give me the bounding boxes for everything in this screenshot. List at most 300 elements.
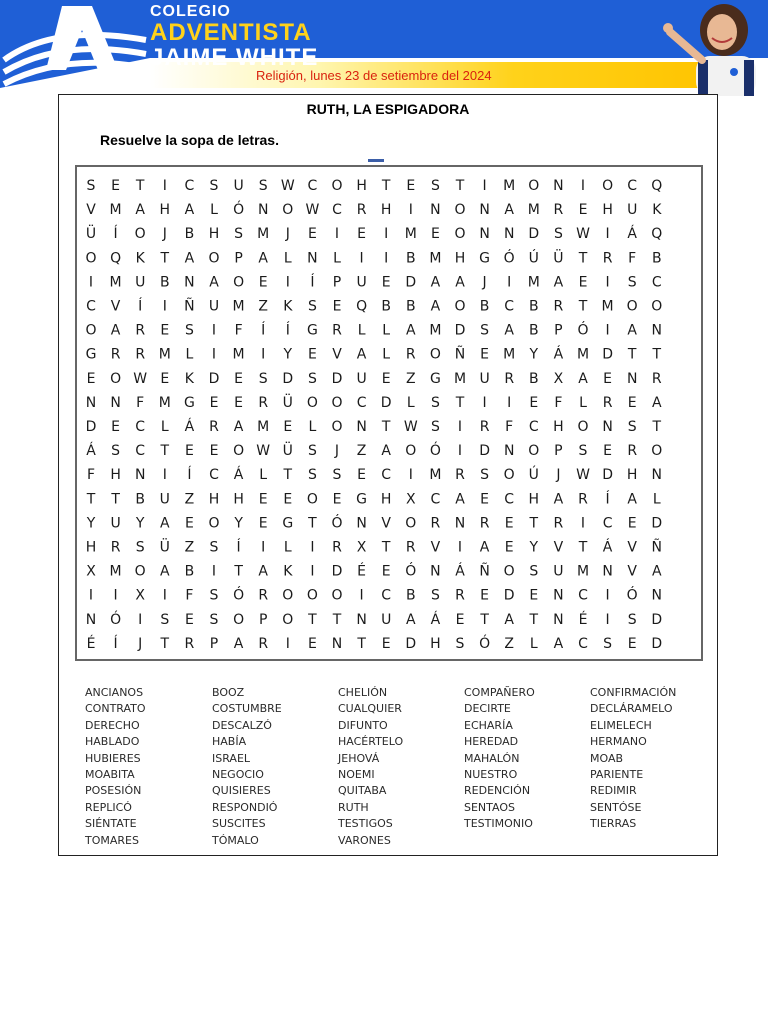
grid-letter: Y: [529, 346, 539, 363]
grid-letter: C: [430, 491, 441, 508]
grid-letter: N: [110, 394, 121, 411]
word-list-item: POSESIÓN: [85, 784, 142, 798]
word-list-item: MOAB: [590, 751, 624, 765]
grid-letter: S: [209, 539, 219, 556]
grid-letter: R: [258, 587, 269, 604]
grid-letter: Í: [310, 274, 315, 291]
grid-letter: I: [310, 539, 315, 556]
grid-letter: Q: [110, 250, 122, 267]
word-list-item: SENTAOS: [464, 800, 515, 814]
grid-letter: A: [504, 202, 514, 219]
grid-letter: R: [578, 491, 588, 508]
grid-letter: E: [381, 635, 391, 652]
grid-letter: N: [134, 467, 146, 484]
grid-letter: A: [627, 322, 637, 339]
word-list-item: TOMARES: [85, 833, 139, 847]
grid-letter: Ó: [233, 202, 245, 219]
grid-letter: I: [162, 587, 167, 604]
grid-letter: E: [381, 370, 391, 387]
word-list-column-5: [590, 685, 676, 833]
word-list-item: HACÉRTELO: [338, 735, 404, 749]
grid-letter: B: [405, 250, 416, 267]
grid-letter: B: [528, 298, 539, 315]
grid-letter: M: [109, 202, 122, 219]
grid-letter: T: [455, 178, 465, 194]
grid-letter: C: [307, 178, 318, 194]
grid-letter: S: [480, 467, 490, 484]
grid-letter: S: [430, 394, 440, 411]
grid-letter: T: [455, 394, 465, 411]
grid-letter: U: [479, 370, 490, 387]
grid-letter: N: [626, 370, 638, 387]
grid-letter: L: [210, 202, 218, 219]
grid-letter: M: [429, 250, 442, 267]
word-list-item: DECIRTE: [464, 702, 511, 716]
grid-letter: N: [430, 563, 441, 580]
grid-letter: S: [430, 419, 440, 435]
grid-letter: R: [332, 322, 342, 339]
grid-letter: I: [580, 515, 586, 532]
word-list-item: CONTRATO: [85, 702, 146, 716]
school-name-line1: COLEGIO: [150, 3, 231, 20]
grid-letter: E: [258, 274, 268, 291]
grid-letter: M: [429, 322, 442, 339]
grid-letter: L: [308, 419, 317, 435]
grid-letter: E: [381, 274, 391, 291]
word-list-item: HEREDAD: [464, 735, 519, 749]
grid-letter: O: [429, 346, 441, 363]
grid-letter: E: [283, 419, 293, 435]
grid-letter: E: [307, 635, 317, 652]
grid-letter: K: [135, 250, 145, 267]
grid-letter: Á: [430, 611, 441, 628]
grid-letter: I: [162, 467, 167, 484]
grid-letter: Ó: [429, 443, 441, 460]
grid-letter: Q: [356, 298, 368, 315]
grid-letter: M: [429, 467, 442, 484]
grid-letter: T: [234, 563, 243, 580]
grid-letter: E: [529, 587, 539, 604]
grid-letter: Z: [406, 370, 416, 387]
word-list-item: ISRAEL: [212, 751, 251, 765]
grid-letter: L: [382, 346, 391, 363]
grid-letter: O: [405, 515, 417, 532]
grid-letter: N: [602, 563, 613, 580]
grid-letter: V: [110, 298, 121, 315]
grid-letter: L: [185, 346, 194, 363]
grid-letter: E: [332, 298, 342, 315]
grid-letter: E: [578, 274, 588, 291]
grid-letter: A: [160, 515, 170, 532]
grid-letter: I: [482, 178, 487, 194]
grid-letter: S: [455, 635, 465, 652]
word-list-item: TESTIGOS: [338, 817, 393, 831]
grid-letter: W: [305, 202, 320, 219]
grid-letter: E: [86, 370, 96, 387]
grid-letter: K: [184, 370, 194, 387]
grid-letter: Á: [184, 419, 195, 435]
grid-letter: Á: [602, 539, 613, 556]
grid-letter: D: [405, 635, 417, 652]
grid-letter: D: [208, 370, 220, 387]
grid-letter: A: [504, 611, 514, 628]
grid-letter: T: [86, 491, 96, 508]
grid-letter: E: [234, 394, 244, 411]
grid-letter: Ü: [553, 250, 564, 267]
grid-letter: C: [209, 467, 219, 484]
grid-letter: I: [88, 274, 94, 291]
grid-letter: X: [406, 491, 416, 508]
grid-letter: G: [429, 370, 441, 387]
grid-letter: I: [261, 539, 266, 556]
grid-letter: H: [208, 226, 220, 243]
grid-letter: B: [479, 298, 490, 315]
word-list-item: TÓMALO: [212, 833, 259, 847]
grid-letter: A: [627, 491, 637, 508]
grid-letter: Z: [258, 298, 268, 315]
grid-letter: O: [134, 226, 146, 243]
grid-letter: Ñ: [184, 298, 195, 315]
grid-letter: N: [430, 202, 441, 219]
grid-letter: S: [258, 178, 268, 194]
grid-letter: E: [184, 611, 194, 628]
grid-letter: R: [110, 346, 121, 363]
grid-letter: O: [331, 587, 343, 604]
worksheet-instruction: Resuelve la sopa de letras.: [100, 132, 279, 148]
word-list-item: REDIMIR: [590, 784, 637, 798]
grid-letter: I: [605, 274, 610, 291]
grid-letter: B: [528, 322, 539, 339]
word-list-item: ECHARÍA: [464, 718, 513, 732]
grid-letter: H: [380, 491, 392, 508]
grid-letter: S: [627, 274, 637, 291]
school-name-line2: ADVENTISTA: [150, 19, 312, 46]
grid-letter: Ó: [331, 515, 343, 532]
grid-letter: E: [455, 611, 465, 628]
grid-letter: S: [430, 178, 440, 194]
grid-letter: M: [232, 298, 245, 315]
grid-letter: I: [507, 274, 512, 291]
grid-letter: E: [258, 515, 268, 532]
grid-letter: S: [111, 443, 121, 460]
grid-letter: N: [602, 419, 613, 435]
grid-letter: T: [135, 178, 145, 194]
word-list-column-1: [85, 685, 146, 849]
grid-letter: Y: [234, 515, 243, 532]
grid-letter: N: [454, 515, 466, 532]
grid-letter: I: [113, 587, 118, 604]
grid-letter: L: [259, 467, 268, 484]
grid-letter: Ó: [233, 587, 245, 604]
grid-letter: U: [553, 563, 564, 580]
grid-letter: W: [256, 443, 271, 460]
grid-letter: R: [430, 515, 441, 532]
grid-letter: C: [135, 419, 146, 435]
grid-letter: É: [357, 563, 367, 580]
grid-letter: Z: [504, 635, 514, 652]
grid-letter: R: [504, 370, 515, 387]
grid-letter: C: [528, 419, 539, 435]
grid-letter: T: [357, 635, 366, 652]
grid-letter: H: [85, 539, 97, 556]
grid-letter: Ü: [159, 539, 170, 556]
word-list-item: SENTÓSE: [590, 800, 642, 814]
grid-letter: O: [306, 394, 318, 411]
grid-letter: W: [576, 467, 590, 484]
grid-letter: O: [85, 322, 97, 339]
grid-letter: O: [651, 443, 663, 460]
grid-letter: F: [628, 250, 637, 267]
grid-letter: B: [159, 274, 170, 291]
grid-letter: A: [233, 635, 244, 652]
grid-letter: A: [553, 635, 564, 652]
grid-letter: I: [162, 298, 167, 315]
word-list-item: JEHOVÁ: [338, 751, 380, 765]
grid-letter: S: [529, 563, 539, 580]
grid-letter: Í: [285, 322, 290, 339]
grid-letter: A: [455, 274, 465, 291]
grid-letter: I: [457, 419, 463, 435]
grid-letter: R: [135, 322, 146, 339]
grid-letter: W: [403, 419, 418, 435]
grid-letter: I: [384, 250, 389, 267]
grid-letter: R: [602, 394, 613, 411]
grid-letter: O: [528, 178, 540, 194]
grid-letter: I: [211, 322, 217, 339]
grid-letter: R: [479, 515, 490, 532]
grid-letter: H: [159, 202, 171, 219]
grid-letter: N: [651, 467, 663, 484]
grid-letter: N: [553, 178, 564, 194]
grid-letter: I: [605, 226, 610, 243]
grid-letter: P: [332, 274, 342, 291]
grid-letter: Ó: [479, 635, 491, 652]
word-search-grid-letters: [77, 167, 705, 663]
grid-letter: H: [110, 467, 121, 484]
grid-letter: O: [233, 443, 245, 460]
word-list-column-3: [338, 685, 403, 849]
grid-letter: E: [307, 226, 317, 243]
grid-letter: I: [605, 587, 610, 604]
grid-letter: L: [357, 322, 366, 339]
word-list-item: TIERRAS: [590, 817, 637, 831]
grid-letter: G: [183, 394, 195, 411]
grid-letter: S: [209, 587, 219, 604]
grid-letter: K: [652, 202, 662, 219]
grid-letter: I: [261, 346, 266, 363]
grid-letter: M: [257, 419, 270, 435]
grid-letter: I: [408, 202, 413, 219]
grid-letter: R: [553, 202, 564, 219]
grid-letter: T: [529, 611, 539, 628]
grid-letter: E: [627, 515, 637, 532]
grid-letter: A: [553, 491, 564, 508]
grid-letter: R: [627, 443, 638, 460]
grid-letter: H: [626, 467, 638, 484]
grid-letter: N: [503, 226, 515, 243]
grid-letter: M: [404, 226, 417, 243]
word-list-item: PARIENTE: [590, 767, 644, 781]
grid-letter: I: [605, 611, 610, 628]
grid-letter: L: [579, 394, 587, 411]
grid-letter: Á: [233, 467, 244, 484]
grid-letter: S: [603, 635, 613, 652]
grid-letter: U: [135, 274, 146, 291]
grid-letter: M: [527, 274, 540, 291]
student-mascot-icon: [652, 0, 768, 96]
grid-letter: R: [110, 539, 121, 556]
word-list-column-2: [212, 685, 282, 849]
grid-letter: N: [356, 419, 367, 435]
grid-letter: F: [554, 394, 563, 411]
grid-letter: R: [651, 370, 662, 387]
grid-letter: V: [381, 515, 391, 532]
grid-letter: Í: [113, 226, 118, 243]
grid-letter: T: [578, 298, 588, 315]
grid-letter: U: [159, 491, 170, 508]
word-list-item: HABLADO: [85, 735, 140, 749]
grid-letter: D: [651, 611, 663, 628]
word-list-item: QUITABA: [338, 784, 387, 798]
grid-letter: T: [332, 611, 342, 628]
grid-letter: H: [380, 202, 392, 219]
grid-letter: V: [627, 539, 637, 556]
grid-letter: P: [554, 443, 563, 460]
grid-letter: O: [134, 563, 146, 580]
grid-letter: Q: [651, 178, 663, 194]
grid-letter: A: [258, 250, 268, 267]
grid-letter: Ó: [503, 250, 515, 267]
grid-letter: O: [454, 202, 466, 219]
word-list-item: BOOZ: [212, 686, 245, 699]
grid-letter: G: [306, 322, 318, 339]
grid-letter: I: [211, 563, 217, 580]
grid-letter: I: [359, 250, 364, 267]
word-list-item: COSTUMBRE: [212, 702, 282, 716]
grid-letter: O: [331, 178, 343, 194]
grid-letter: N: [85, 394, 97, 411]
grid-letter: O: [331, 419, 343, 435]
grid-letter: N: [356, 611, 367, 628]
word-list-item: ELIMELECH: [590, 718, 652, 732]
grid-letter: T: [480, 611, 489, 628]
grid-letter: O: [577, 419, 589, 435]
worksheet-frame: [58, 94, 718, 856]
grid-letter: R: [602, 250, 613, 267]
grid-letter: O: [454, 226, 466, 243]
grid-letter: E: [111, 419, 121, 435]
grid-letter: S: [307, 298, 317, 315]
grid-letter: C: [381, 467, 392, 484]
grid-letter: D: [528, 226, 540, 243]
grid-letter: Í: [138, 298, 143, 315]
grid-letter: Ó: [577, 322, 589, 339]
grid-letter: L: [160, 419, 169, 435]
grid-letter: Y: [135, 515, 145, 532]
grid-letter: V: [332, 346, 342, 363]
grid-letter: O: [85, 250, 97, 267]
grid-letter: L: [283, 250, 292, 267]
grid-letter: A: [406, 322, 416, 339]
grid-letter: F: [185, 587, 194, 604]
grid-letter: S: [184, 322, 194, 339]
grid-letter: T: [652, 346, 662, 363]
grid-letter: E: [603, 443, 613, 460]
grid-letter: I: [457, 443, 463, 460]
grid-letter: P: [554, 322, 563, 339]
grid-letter: P: [258, 611, 268, 628]
grid-letter: E: [307, 346, 317, 363]
grid-letter: R: [553, 515, 564, 532]
grid-letter: R: [479, 419, 490, 435]
grid-letter: A: [406, 611, 416, 628]
grid-letter: E: [160, 322, 170, 339]
grid-letter: N: [651, 322, 663, 339]
grid-letter: Á: [455, 563, 465, 580]
grid-letter: R: [184, 635, 195, 652]
grid-letter: W: [576, 226, 590, 243]
grid-letter: G: [479, 250, 491, 267]
grid-letter: E: [357, 467, 367, 484]
grid-letter: I: [457, 539, 463, 556]
grid-letter: G: [85, 346, 97, 363]
grid-letter: D: [85, 419, 97, 435]
word-list-item: SUSCITES: [212, 817, 266, 831]
grid-letter: N: [651, 587, 663, 604]
grid-letter: Í: [187, 467, 192, 484]
grid-letter: O: [626, 298, 638, 315]
grid-letter: R: [209, 419, 219, 435]
grid-letter: O: [208, 250, 220, 267]
grid-letter: R: [405, 539, 416, 556]
grid-letter: Z: [184, 539, 195, 556]
grid-letter: D: [380, 394, 392, 411]
grid-letter: E: [430, 226, 440, 243]
grid-letter: H: [602, 202, 613, 219]
grid-letter: E: [480, 587, 490, 604]
decorative-mark: [368, 159, 384, 162]
grid-letter: Q: [651, 226, 663, 243]
grid-letter: E: [406, 178, 416, 194]
word-list-item: MAHALÓN: [464, 751, 520, 765]
grid-letter: M: [503, 178, 516, 194]
grid-letter: E: [209, 394, 219, 411]
grid-letter: C: [504, 491, 515, 508]
word-list-item: REPLICÓ: [85, 800, 132, 814]
grid-letter: J: [334, 443, 340, 460]
grid-letter: S: [209, 611, 219, 628]
grid-letter: C: [627, 178, 638, 194]
grid-letter: S: [307, 370, 317, 387]
grid-letter: B: [405, 587, 416, 604]
grid-letter: C: [578, 635, 588, 652]
grid-letter: R: [455, 587, 465, 604]
grid-letter: S: [480, 322, 490, 339]
grid-letter: O: [282, 587, 294, 604]
grid-letter: C: [135, 443, 146, 460]
grid-letter: Y: [283, 346, 293, 363]
word-list-item: VARONES: [338, 833, 391, 847]
grid-letter: E: [381, 563, 391, 580]
grid-letter: Ü: [282, 394, 293, 411]
grid-letter: S: [209, 178, 219, 194]
grid-letter: Ñ: [454, 346, 466, 363]
grid-letter: B: [651, 250, 662, 267]
grid-letter: B: [381, 298, 392, 315]
word-list-item: REDENCIÓN: [464, 784, 531, 798]
grid-letter: O: [306, 587, 318, 604]
grid-letter: J: [138, 635, 143, 652]
